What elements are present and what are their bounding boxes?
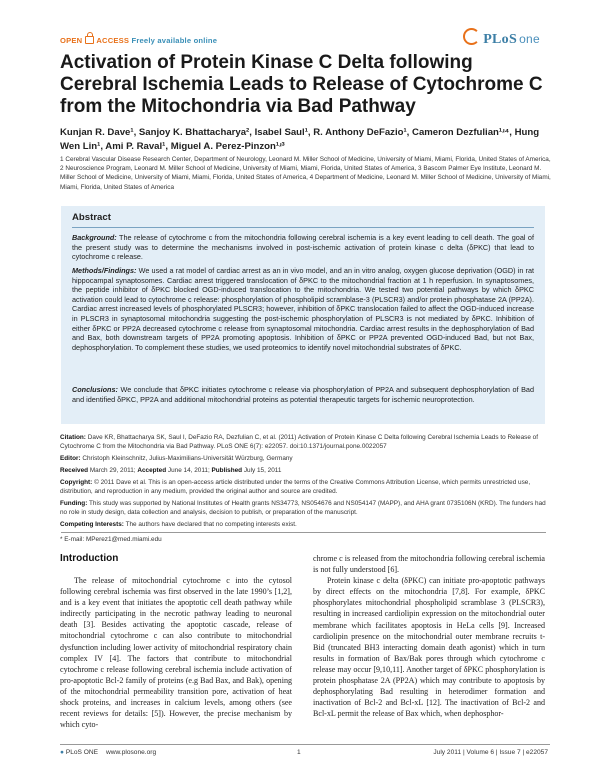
- funding-text: This study was supported by National Institutes of Health grants NS34773, NS054676 and NS054147 (MAPP), and AHA grant 0735106N (KRD). The funders had no role in study design, data collection and analysis, decision to publish, or preparation of the manuscript.: [60, 500, 546, 516]
- methods-label: Methods/Findings:: [72, 266, 137, 275]
- logo-plos-text: PLoS: [483, 32, 518, 47]
- article-title: Activation of Protein Kinase C Delta following Cerebral Ischemia Leads to Release of Cytochrome C from the Mitochondria via Bad Pathway: [60, 52, 543, 117]
- logo-one-text: one: [519, 32, 540, 46]
- accepted-label: Accepted: [137, 467, 167, 474]
- introduction-heading: Introduction: [60, 553, 119, 564]
- citation-text: Dave KR, Bhattacharya SK, Saul I, DeFazio RA, Dezfulian C, et al. (2011) Activation of Protein Kinase C Delta following Cerebral Ischemia Leads to Release of Cytochrome C from the Mitochondria via Bad Pathway. PLoS ONE 6(7): e22057. doi:10.1371/journal.pone.0022057: [60, 434, 538, 450]
- footer-divider: [60, 744, 550, 745]
- access-label: ACCESS: [96, 36, 130, 45]
- received-label: Received: [60, 467, 89, 474]
- abstract-methods: [72, 266, 534, 352]
- intro-paragraph-1-continued: chrome c is released from the mitochondria following cerebral ischemia is not fully understood [6].: [313, 554, 545, 575]
- author-list: Kunjan R. Dave¹, Sanjoy K. Bhattacharya², Isabel Saul¹, R. Anthony DeFazio¹, Cameron Dezfulian¹ʴ⁴, Hung Wen Lin¹, Ami P. Raval¹, Miguel A. Perez-Pinzon¹ʴ³: [60, 127, 540, 152]
- accepted-date: June 14, 2011;: [167, 467, 210, 474]
- abstract-conclusions: [72, 385, 534, 404]
- footer-plos-icon: ●: [60, 749, 64, 756]
- plos-one-logo: [463, 28, 540, 48]
- copyright-label: Copyright:: [60, 479, 93, 486]
- competing-label: Competing Interests:: [60, 521, 124, 528]
- background-label: Background:: [72, 233, 117, 242]
- citation-label: Citation:: [60, 434, 86, 441]
- plos-swirl-icon: [463, 28, 480, 45]
- open-access-lock-icon: [85, 36, 94, 44]
- footer-url[interactable]: www.plosone.org: [105, 749, 157, 756]
- intro-right-column: [313, 553, 545, 719]
- intro-paragraph-2: [313, 575, 545, 719]
- intro-paragraph-2-text: Protein kinase c delta (δPKC) can initiate pro-apoptotic pathways by direct effects on the mitochondria [7,8]. For example, δPKC phosphorylates mitochondrial phospholipid scramblase 3 (PLSCR3), resulting in increased cardiolipin expression on the mitochondrial outer membrane which facilitates apoptosis in HeLa cells [9]. Increased cardiolipin presence on the mitochondrial outer membrane recruits t-Bid (truncated BH3 interacting domain death agonist) which in turn results in formation of Bax/Bak pores through which cytochrome c release may occur [9,10,11]. Another target of δPKC phosphorylation is protein phosphatase 2A (PP2A) which may contribute to apoptosis by dephosphorylating Bad resulting in heterodimer formation and inactivation of Bcl-2 and Bcl-xL [12]. The inactivation of Bcl-2 and Bcl-xL permit the release of Bax which, when dephosphor-: [313, 576, 545, 719]
- abstract-heading: Abstract: [72, 212, 111, 223]
- funding: [60, 499, 550, 517]
- competing-text: The authors have declared that no competing interests exist.: [125, 521, 297, 528]
- email: [60, 535, 550, 544]
- email-address[interactable]: MPerez1@med.miami.edu: [85, 536, 162, 543]
- editor: [60, 454, 550, 463]
- conclusions-label: Conclusions:: [72, 385, 118, 394]
- meta-divider: [61, 532, 546, 533]
- email-label: * E-mail:: [60, 536, 85, 543]
- copyright-text: © 2011 Dave et al. This is an open-access article distributed under the terms of the Creative Commons Attribution License, which permits unrestricted use, distribution, and reproduction in any medium, provided the original author and source are credited.: [60, 479, 531, 495]
- abstract-divider: [72, 227, 534, 228]
- freely-available-label: Freely available online: [131, 36, 218, 45]
- background-text: The release of cytochrome c from the mitochondria following cerebral ischemia is a key event leading to cell death. The goal of the present study was to determine the mechanisms involved in post-ischemic activation of protein kinase c delta (δPKC) that lead to cytochrome c release.: [72, 233, 534, 262]
- footer-journal: [60, 749, 156, 756]
- editor-label: Editor:: [60, 455, 81, 462]
- open-access-badge: [60, 35, 217, 45]
- affiliations: 1 Cerebral Vascular Disease Research Center, Department of Neurology, Leonard M. Miller School of Medicine, University of Miami, Miami, Florida, United States of America, 2 Neuroscience Program, Leonard M. Miller School of Medicine, University of Miami, Miami, Florida, United States of America, 3 Bascom Palmer Eye Institute, Leonard M. Miller School of Medicine, University of Miami, Miami, Florida, United States of America, 4 Department of Medicine, Leonard M. Miller School of Medicine, University of Miami, Miami, Florida, United States of America: [60, 156, 551, 191]
- editor-text: Christoph Kleinschnitz, Julius-Maximilians-Universität Würzburg, Germany: [82, 455, 293, 462]
- footer-journal-name: PLoS ONE: [65, 749, 99, 756]
- intro-paragraph-1: The release of mitochondrial cytochrome c into the cytosol following cerebral ischemia was first observed in the late 1990’s [1,2], and is a key event that initiates the apoptotic cell death pathway while indirectly participating in the necrotic pathway leading to neuronal death [3]. Besides activating the apoptotic cascade, release of mitochondrial cytochrome c can also contribute to mitochondrial dysfunction including lower activity of mitochondrial respiratory chain complex IV [4]. The factors that contribute to mitochondrial cytochrome c release following cerebral ischemia include activation of pro-apoptotic Bcl-2 family of proteins (e.g Bad Bax, and Bak), opening of the mitochondrial permeability transition pore, activation of heat shock proteins, and increases in calcium levels, among others (see recent reviews for details: [5]). However, the precise mechanism by which cyto-: [60, 576, 292, 730]
- abstract-background: [72, 233, 534, 262]
- conclusions-text: We conclude that δPKC initiates cytochrome c release via phosphorylation of PP2A and subsequent dephosphorylation of Bad and identified δPKC, PP2A and additional mitochondrial proteins as potential therapeutic targets for ischemic neuroprotection.: [72, 385, 535, 404]
- citation: [60, 433, 550, 451]
- copyright: [60, 478, 550, 496]
- footer-issue: July 2011 | Volume 6 | Issue 7 | e22057: [433, 749, 548, 756]
- funding-label: Funding:: [60, 500, 88, 507]
- published-label: Published: [211, 467, 243, 474]
- received-date: March 29, 2011;: [89, 467, 136, 474]
- published-date: July 15, 2011: [243, 467, 282, 474]
- open-label: OPEN: [60, 36, 83, 45]
- dates: [60, 466, 550, 475]
- methods-text: We used a rat model of cardiac arrest as an in vivo model, and an in vitro analog, oxygen glucose deprivation (OGD) in rat hippocampal synaptosomes. Cardiac arrest triggered translocation of δPKC to the mitochondrial fraction at 1 h reperfusion. In synaptosomes, the peptide inhibitor of δPKC blocked OGD-induced translocation to the mitochondria. We tested two potential pathways by which δPKC activation could lead to cytochrome c release: phosphorylation of phospholipid scramblase-3 (PLSCR3) and/or protein phosphatase 2A (PP2A). Cardiac arrest increased levels of phosphorylated PLSCR3; however, inhibition of δPKC translocation failed to affect the OGD-induced increase in PLSCR3 in synaptosomal mitochondria suggesting the post-ischemic phosphorylation of PLSCR3 is not mediated by δPKC. Inhibition of either δPKC or PP2A decreased cytochrome c release from synaptosomal mitochondria. Cardiac arrest results in the dephosphorylation of Bad and Bax, both downstream targets of PP2A promoting apoptosis. Inhibition of δPKC or PP2A prevented OGD-induced Bad, but not Bax, dephosphorylation. To complement these studies, we used proteomics to identify novel mitochondrial substrates of δPKC.: [72, 266, 534, 352]
- competing-interests: [60, 520, 550, 529]
- footer-page-number: 1: [297, 749, 301, 756]
- intro-left-column: [60, 575, 292, 730]
